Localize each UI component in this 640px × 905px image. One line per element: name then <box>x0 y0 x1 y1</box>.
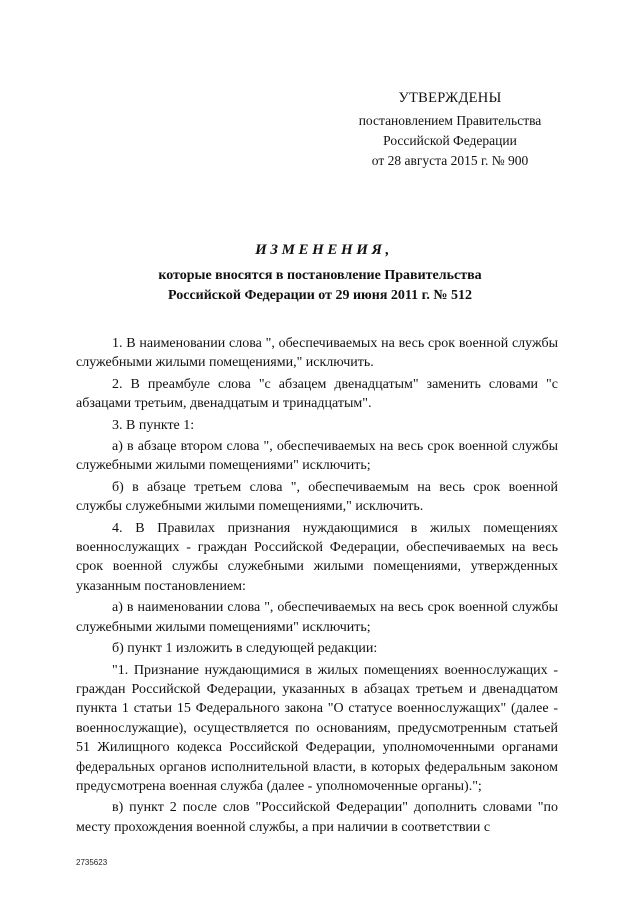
title-block <box>0 240 640 306</box>
document-number: 2735623 <box>76 858 108 867</box>
approval-line-3: от 28 августа 2015 г. № 900 <box>371 153 529 168</box>
paragraph-3a: а) в абзаце втором слова ", обеспечиваемых на весь срок военной службы служебными жилыми помещениями" исключить; <box>76 439 558 474</box>
paragraph-1: 1. В наименовании слова ", обеспечиваемых на весь срок военной службы служебными жилыми помещениями," исключить. <box>76 336 558 371</box>
paragraph-4a: а) в наименовании слова ", обеспечиваемых на весь срок военной службы служебными жилыми помещениями" исключить; <box>76 600 558 635</box>
paragraph-4b-quote: "1. Признание нуждающимися в жилых помещениях военнослужащих - граждан Российской Федерации, указанных в абзацах третьем и двенадцатом пункта 1 статьи 15 Федерального закона "О статусе военнослужащих" (далее - военнослужащие), осуществляется по основаниям, предусмотренным статьей 51 Жилищного кодекса Российской Федерации, уполномоченными органами федеральных органов исполнительной власти, в которых федеральным законом предусмотрена военная служба (далее - уполномоченные органы)."; <box>76 662 558 794</box>
paragraph-4b: б) пункт 1 изложить в следующей редакции: <box>112 641 378 657</box>
paragraph-4: 4. В Правилах признания нуждающимися в жилых помещениях военнослужащих - граждан Российской Федерации, обеспечиваемых на весь срок военной службы служебными жилыми помещениями, утвержденных указанным постановлением: <box>76 520 558 594</box>
paragraph-3b: б) в абзаце третьем слова ", обеспечиваемым на весь срок военной службы служебными жилыми помещениями," исключить. <box>76 479 558 515</box>
paragraph-2: 2. В преамбуле слова "с абзацем двенадцатым" заменить словами "с абзацами третьим, двенадцатым и тринадцатым". <box>76 376 558 412</box>
paragraph-4v: в) пункт 2 после слов "Российской Федерации" дополнить словами "по месту прохождения военной службы, а при наличии в соответствии с <box>76 800 558 835</box>
paragraph-3: 3. В пункте 1: <box>112 417 195 433</box>
approval-stamp <box>330 88 570 171</box>
document-title: ИЗМЕНЕНИЯ, <box>255 242 393 258</box>
document-body <box>76 334 558 837</box>
approval-line-2: Российской Федерации <box>383 133 517 148</box>
subtitle-line-2: Российской Федерации от 29 июня 2011 г. № 512 <box>168 288 472 303</box>
subtitle-line-1: которые вносятся в постановление Правительства <box>158 268 482 283</box>
approval-line-1: постановлением Правительства <box>358 113 542 128</box>
document-subtitle <box>0 266 640 306</box>
approval-heading: УТВЕРЖДЕНЫ <box>398 90 502 106</box>
